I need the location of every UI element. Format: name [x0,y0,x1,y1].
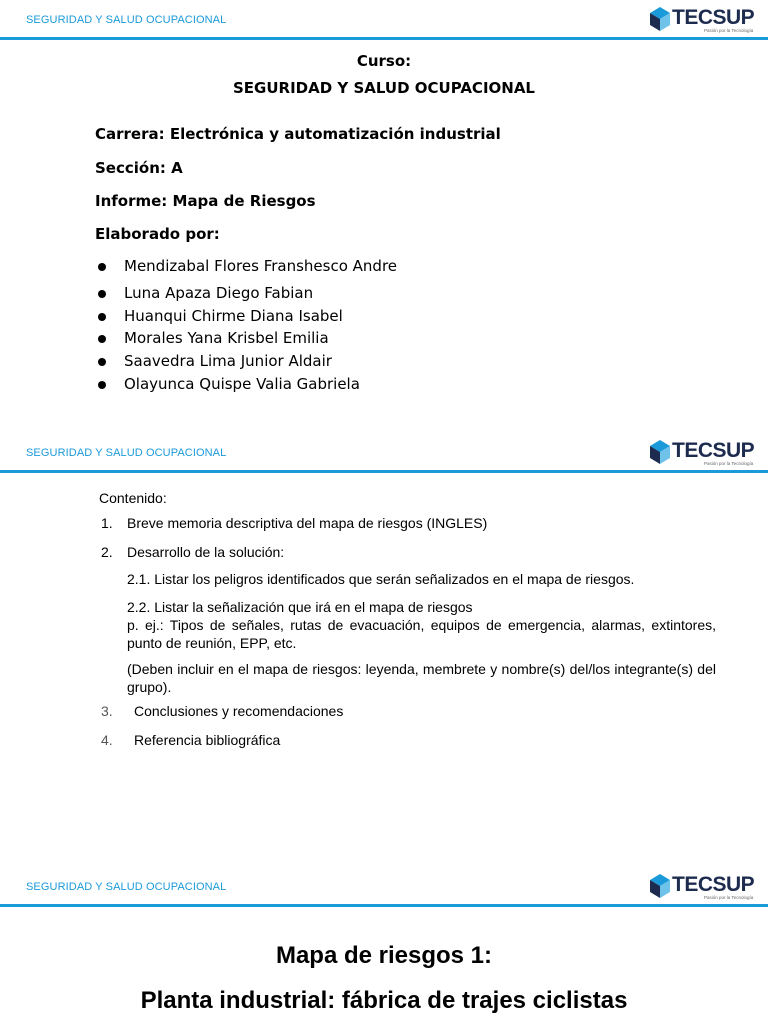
logo-wordmark: TECSUP [672,873,755,896]
tecsup-logo-icon [648,873,672,899]
header-course-tag: SEGURIDAD Y SALUD OCUPACIONAL [26,14,227,26]
course-title: SEGURIDAD Y SALUD OCUPACIONAL [232,79,535,97]
header-rule [0,37,768,40]
header-course-tag: SEGURIDAD Y SALUD OCUPACIONAL [26,447,227,459]
informe-line: Informe: Mapa de Riesgos [95,192,316,210]
tecsup-logo [648,4,754,36]
item-number: 2. [101,544,113,560]
slide-2-header [0,433,768,475]
elaborado-line: Elaborado por: [95,225,220,243]
item-number: 3. [101,703,113,719]
logo-tagline: Pasión por la Tecnología [704,28,754,33]
map-title: Mapa de riesgos 1: [275,942,493,969]
map-subtitle: Planta industrial: fábrica de trajes ciclistas [140,987,628,1014]
curso-label: Curso: [356,52,412,70]
header-rule [0,904,768,907]
tecsup-logo-icon [648,439,672,465]
tecsup-logo [648,871,754,903]
logo-tagline: Pasión por la Tecnología [704,461,754,466]
carrera-line: Carrera: Electrónica y automatización industrial [95,125,501,143]
logo-wordmark: TECSUP [672,6,755,29]
seccion-line: Sección: A [95,159,183,177]
bullet-icon [98,358,106,366]
bullet-icon [98,381,106,389]
contenido-item: Desarrollo de la solución: [127,544,285,560]
bullet-icon [98,290,106,298]
example-text: p. ej.: Tipos de señales, rutas de evacuación, equipos de emergencia, alarmas, extintores, punto de reunión, EPP, etc. [127,617,716,651]
bullet-icon [98,335,106,343]
bullet-icon [98,263,106,271]
contenido-item: Breve memoria descriptiva del mapa de riesgos (INGLES) [127,515,488,531]
item-number: 1. [101,515,113,531]
header-rule [0,470,768,473]
bullet-icon [98,313,106,321]
contenido-heading: Contenido: [99,490,167,506]
contenido-item: Conclusiones y recomendaciones [134,703,344,719]
item-number: 4. [101,732,113,748]
header-course-tag: SEGURIDAD Y SALUD OCUPACIONAL [26,881,227,893]
sub-item-2-1: 2.1. Listar los peligros identificados que serán señalizados en el mapa de riesgos. [127,571,635,587]
slide-1-header [0,0,768,42]
logo-wordmark: TECSUP [672,439,755,462]
note-text: (Deben incluir en el mapa de riesgos: leyenda, membrete y nombre(s) del/los integrante(s) del grupo). [127,661,716,695]
tecsup-logo [648,437,754,469]
logo-tagline: Pasión por la Tecnología [704,895,754,900]
contenido-item: Referencia bibliográfica [134,732,281,748]
sub-item-2-2: 2.2. Listar la señalización que irá en el mapa de riesgos [127,599,473,615]
slide-3-header [0,867,768,909]
tecsup-logo-icon [648,6,672,32]
